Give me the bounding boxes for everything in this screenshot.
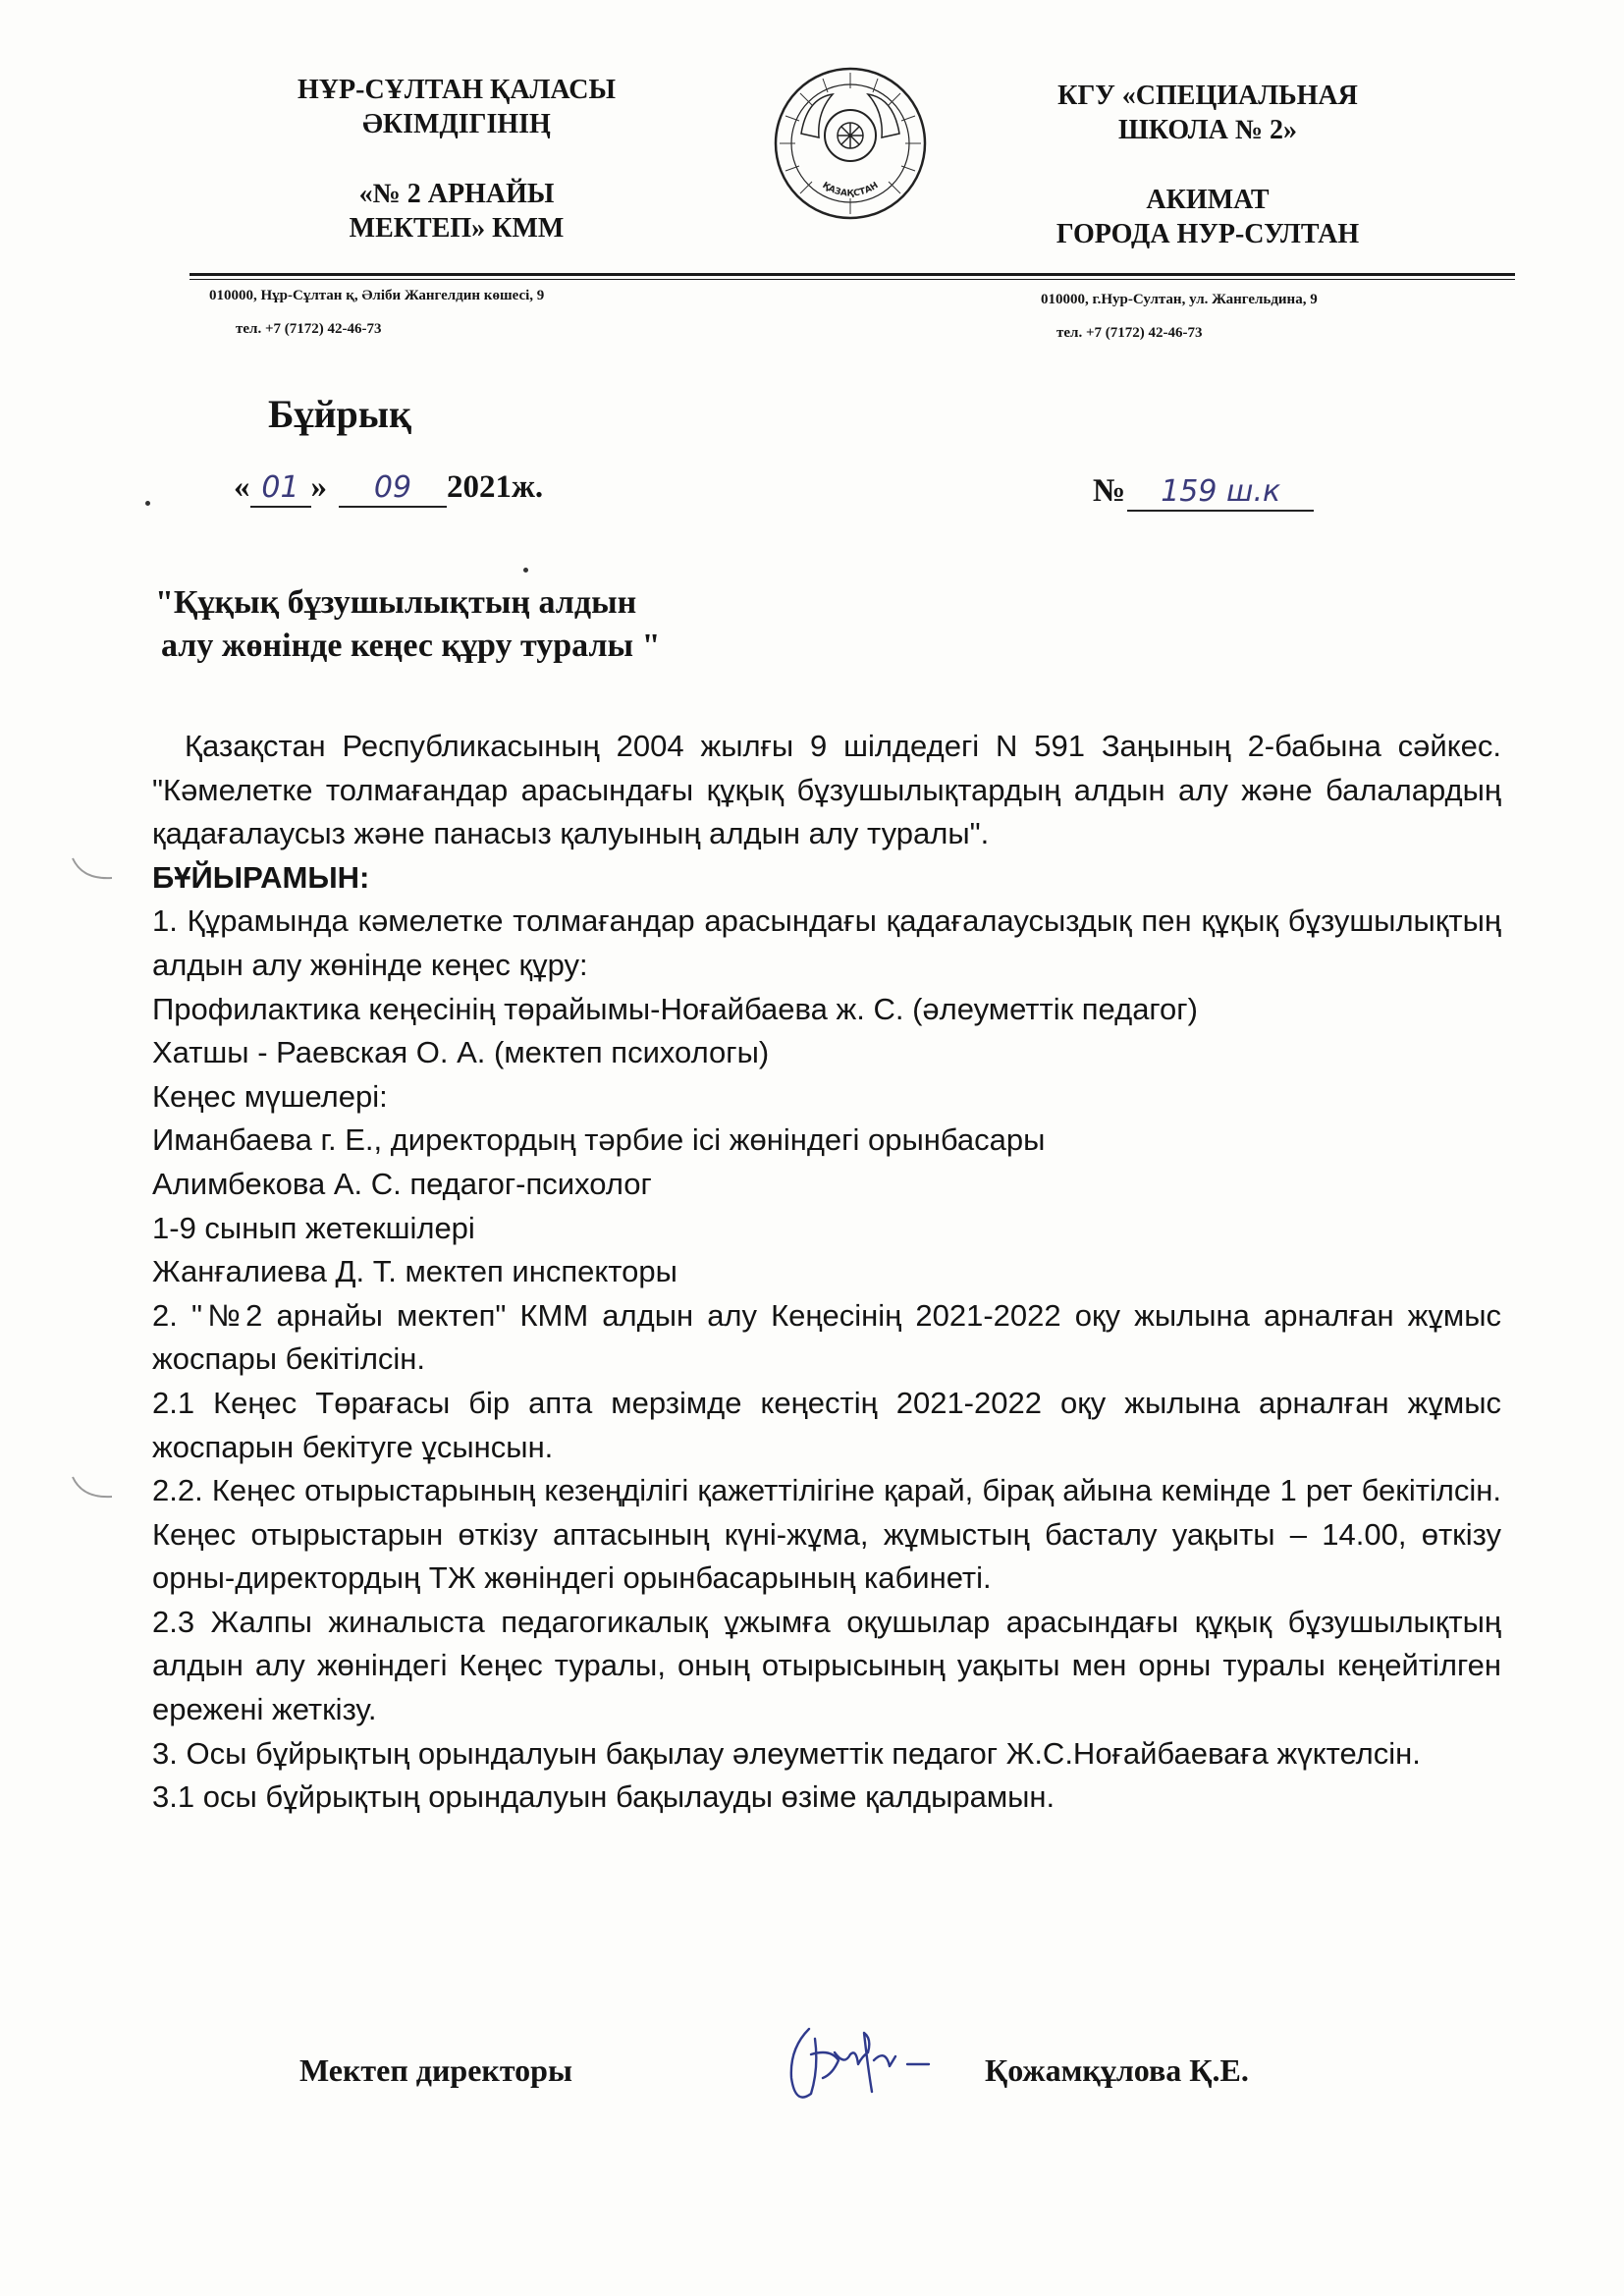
address-right-phone: тел. +7 (7172) 42-46-73 bbox=[1056, 325, 1203, 341]
scan-speck bbox=[145, 501, 150, 506]
date-close-quote: » bbox=[310, 469, 327, 505]
order-subject bbox=[155, 581, 660, 668]
header-right-line1: КГУ «СПЕЦИАЛЬНАЯ bbox=[1057, 81, 1358, 111]
signatory-title: Мектеп директоры bbox=[299, 2052, 572, 2088]
header-right-line2: ШКОЛА № 2» bbox=[1118, 115, 1297, 145]
date-month-handwritten: 09 bbox=[339, 470, 447, 508]
member-line: 1-9 сынып жетекшілері bbox=[152, 1210, 475, 1245]
date-day-handwritten: 01 bbox=[250, 470, 311, 508]
punch-hole-mark bbox=[69, 1473, 118, 1503]
header-left-line2: ӘКІМДІГІНІҢ bbox=[362, 109, 551, 139]
header-left-line1: НҰР-СҰЛТАН ҚАЛАСЫ bbox=[298, 75, 616, 105]
handwritten-signature bbox=[770, 2009, 947, 2117]
state-emblem-icon bbox=[772, 65, 929, 222]
header-divider-thin bbox=[189, 279, 1515, 280]
body-item-3: 3. Осы бұйрықтың орындалуын бақылау әлеуметтік педагог Ж.С.Ноғайбаеваға жүктелсін. bbox=[152, 1735, 1421, 1771]
body-preamble: Қазақстан Республикасының 2004 жылғы 9 шілдедегі N 591 Заңының 2-бабына сәйкес. "Кәмелетке толмағандар арасындағы құқық бұзушылықтардың алдын алу және балалардың қадағалаусыз және панасыз қалуының алдын алу туралы". bbox=[152, 729, 1501, 851]
header-right-line4: ГОРОДА НУР-СУЛТАН bbox=[1056, 219, 1360, 249]
emblem-caption: ҚАЗАҚСТАН bbox=[820, 181, 881, 199]
order-title: Бұйрық bbox=[268, 392, 412, 436]
header-left-line3: «№ 2 АРНАЙЫ bbox=[358, 179, 555, 209]
punch-hole-mark bbox=[69, 854, 118, 884]
subject-line1: "Құқық бұзушылықтың алдын bbox=[155, 584, 637, 621]
member-line: Хатшы - Раевская О. А. (мектеп психологы) bbox=[152, 1035, 770, 1070]
number-prefix: № bbox=[1093, 473, 1126, 509]
body-item-1: 1. Құрамында кәмелетке толмағандар арасындағы қадағалаусыздық пен құқық бұзушылықтың алдын алу жөнінде кеңес құру: bbox=[152, 903, 1501, 982]
address-right-street: 010000, г.Нур-Султан, ул. Жангельдина, 9 bbox=[1041, 292, 1318, 307]
body-item-2: 2. "№2 арнайы мектеп" КММ алдын алу Кеңесінің 2021-2022 оқу жылына арналған жұмыс жоспары бекітілсін. bbox=[152, 1297, 1501, 1377]
body-item-2-3: 2.3 Жалпы жиналыста педагогикалық ұжымға оқушылар арасындағы құқық бұзушылықтың алдын алу жөніндегі Кеңес туралы, оның отырысының уақыты мен орны туралы кеңейтілген ережені жеткізу. bbox=[152, 1604, 1501, 1727]
member-line: Профилактика кеңесінің төрайымы-Ноғайбаева ж. С. (әлеуметтік педагог) bbox=[152, 991, 1198, 1026]
order-body bbox=[152, 725, 1501, 1820]
date-year: 2021ж. bbox=[447, 469, 544, 505]
svg-text:ҚАЗАҚСТАН bbox=[820, 181, 880, 198]
order-number-handwritten: 159 ш.к bbox=[1127, 474, 1314, 512]
subject-line2: алу жөнінде кеңес құру туралы " bbox=[161, 628, 661, 664]
date-open-quote: « bbox=[234, 469, 250, 505]
header-divider bbox=[189, 273, 1515, 276]
body-item-2-1: 2.1 Кеңес Төрағасы бір апта мерзімде кеңестің 2021-2022 оқу жылына арналған жұмыс жоспарын бекітуге ұсынсын. bbox=[152, 1385, 1501, 1464]
order-number bbox=[1093, 473, 1314, 512]
body-item-3-1: 3.1 осы бұйрықтың орындалуын бақылауды өзіме қалдырамын. bbox=[152, 1779, 1056, 1815]
body-item-2-2: 2.2. Кеңес отырыстарының кезеңділігі қажеттілігіне қарай, бірақ айына кемінде 1 рет бекітілсін. Кеңес отырыстарын өткізу аптасының күні-жұма, жұмыстың басталу уақыты – 14.00, өткізу орны-директордың ТЖ жөніндегі орынбасарының кабинеті. bbox=[152, 1473, 1501, 1596]
member-line: Алимбекова А. С. педагог-психолог bbox=[152, 1166, 652, 1201]
header-right-block bbox=[1021, 79, 1394, 251]
signatory-name: Қожамқұлова Қ.Е. bbox=[985, 2052, 1249, 2088]
header-left-line4: МЕКТЕП» КММ bbox=[349, 213, 565, 244]
member-line: Кеңес мүшелері: bbox=[152, 1078, 388, 1114]
member-line: Иманбаева г. Е., директордың тәрбие ісі жөніндегі орынбасары bbox=[152, 1122, 1046, 1158]
address-left-phone: тел. +7 (7172) 42-46-73 bbox=[236, 321, 382, 337]
member-line: Жанғалиева Д. Т. мектеп инспекторы bbox=[152, 1254, 677, 1289]
address-left-street: 010000, Нұр-Сұлтан қ, Әліби Жангелдин көшесі, 9 bbox=[209, 288, 545, 303]
order-date bbox=[234, 469, 543, 508]
scan-speck bbox=[523, 568, 528, 573]
header-left-block bbox=[265, 73, 648, 246]
header-right-line3: АКИМАТ bbox=[1146, 185, 1270, 215]
body-order-word: БҰЙЫРАМЫН: bbox=[152, 859, 370, 895]
